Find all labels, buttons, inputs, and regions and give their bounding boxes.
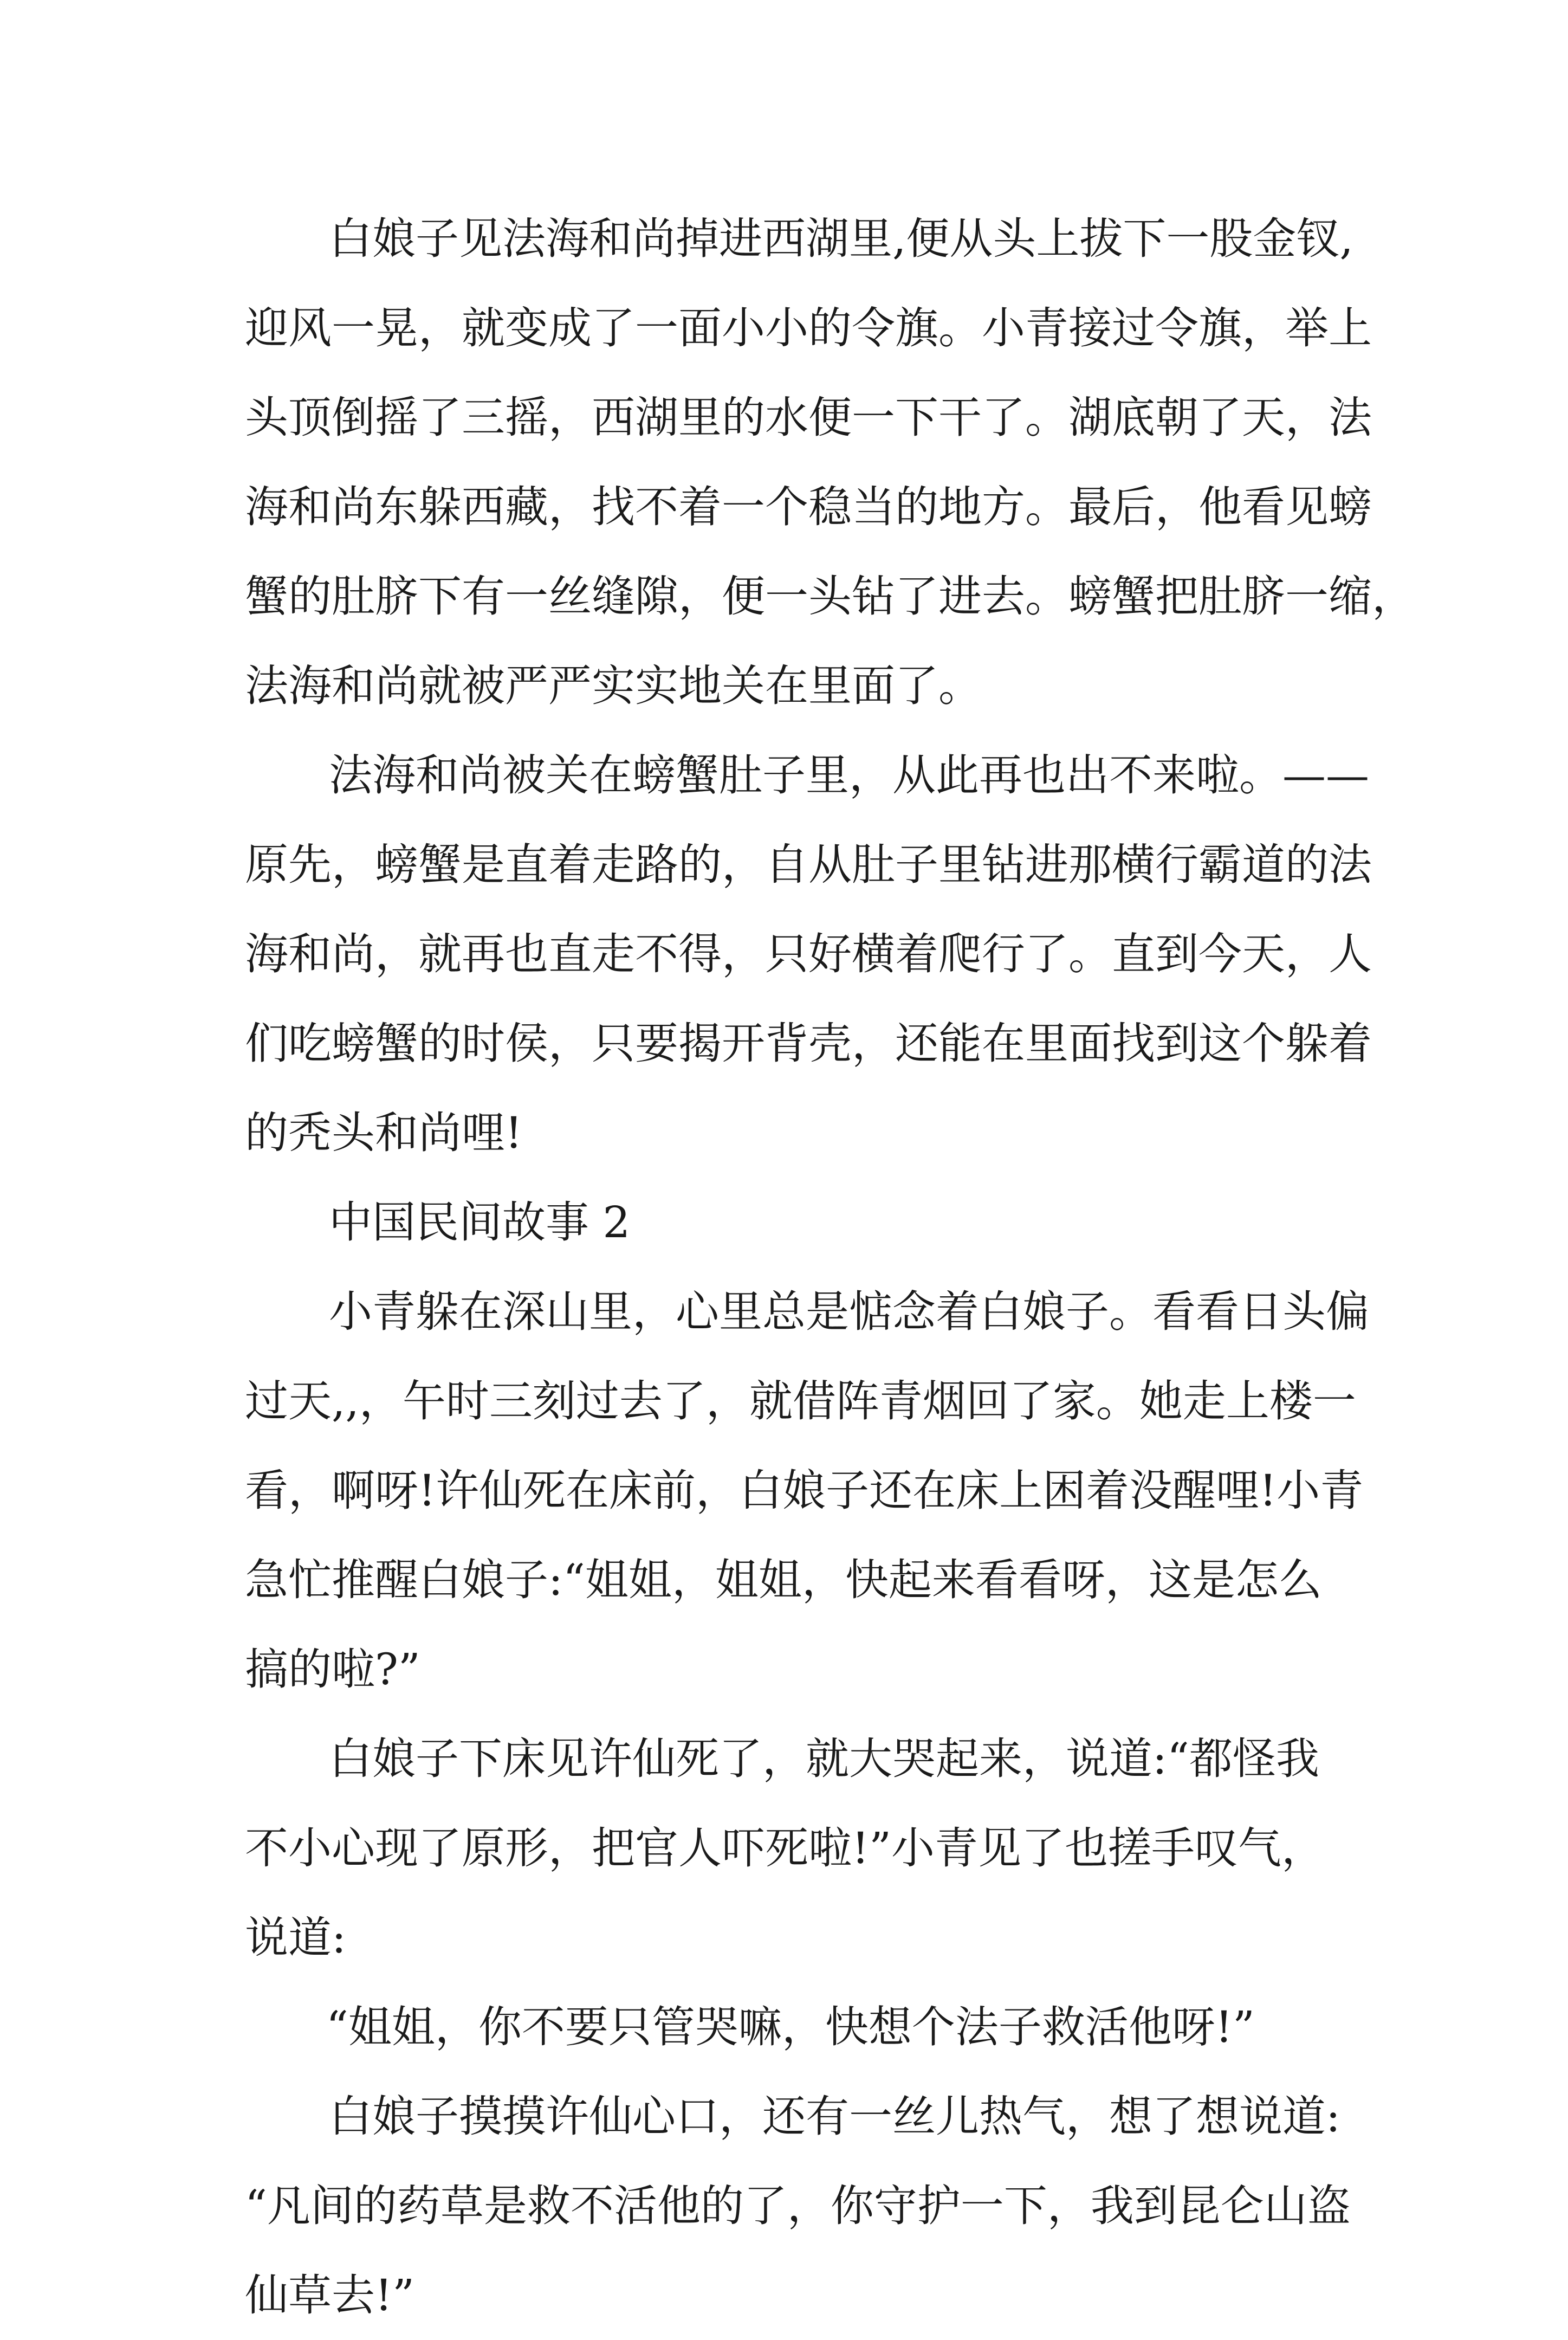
- paragraph-line: 小青躲在深山里，心里总是惦念着白娘子。看看日头偏: [329, 1287, 1369, 1337]
- paragraph-line: 蟹的肚脐下有一丝缝隙，便一头钻了进去。螃蟹把肚脐一缩，: [245, 571, 1415, 622]
- paragraph-line: 白娘子见法海和尚掉进西湖里,便从头上拔下一股金钗,: [329, 214, 1353, 264]
- paragraph-line: 迎风一晃，就变成了一面小小的令旗。小青接过令旗，举上: [245, 303, 1372, 353]
- paragraph-line: “姐姐，你不要只管哭嘛，快想个法子救活他呀!”: [326, 2002, 1255, 2052]
- paragraph-line: 白娘子下床见许仙死了，就大哭起来，说道:“都怪我: [329, 1734, 1319, 1784]
- paragraph-line: 海和尚，就再也直走不得，只好横着爬行了。直到今天，人: [245, 929, 1372, 979]
- paragraph-line: 海和尚东躲西藏，找不着一个稳当的地方。最后，他看见螃: [245, 482, 1372, 532]
- paragraph-line: 的秃头和尚哩!: [245, 1108, 523, 1158]
- paragraph-line: 头顶倒摇了三摇，西湖里的水便一下干了。湖底朝了天，法: [245, 392, 1372, 443]
- paragraph-line: 原先，螃蟹是直着走路的，自从肚子里钻进那横行霸道的法: [245, 839, 1372, 890]
- paragraph-line: 白娘子摸摸许仙心口，还有一丝儿热气，想了想说道:: [329, 2091, 1340, 2142]
- paragraph-line: 仙草去!”: [245, 2270, 415, 2320]
- paragraph-line: 们吃螃蟹的时侯，只要揭开背壳，还能在里面找到这个躲着: [245, 1018, 1372, 1069]
- paragraph-line: “凡间的药草是救不活他的了，你守护一下，我到昆仑山盗: [245, 2181, 1351, 2231]
- paragraph-line: 不小心现了原形，把官人吓死啦!”小青见了也搓手叹气，: [245, 1823, 1325, 1873]
- paragraph-line: 过天,,，午时三刻过去了，就借阵青烟回了家。她走上楼一: [245, 1376, 1356, 1426]
- paragraph-line: 法海和尚被关在螃蟹肚子里，从此再也出不来啦。——: [329, 750, 1369, 800]
- paragraph-line: 急忙推醒白娘子:“姐姐，姐姐，快起来看看呀，这是怎么: [245, 1555, 1322, 1605]
- story-text: [245, 194, 1415, 2340]
- paragraph-line: 看，啊呀!许仙死在床前，白娘子还在床上困着没醒哩!小青: [245, 1465, 1364, 1516]
- paragraph-line: 搞的啦?”: [245, 1644, 420, 1695]
- section-heading: 中国民间故事 2: [329, 1197, 631, 1247]
- paragraph-line: 法海和尚就被严严实实地关在里面了。: [245, 661, 982, 711]
- paragraph-line: 说道:: [245, 1912, 346, 1963]
